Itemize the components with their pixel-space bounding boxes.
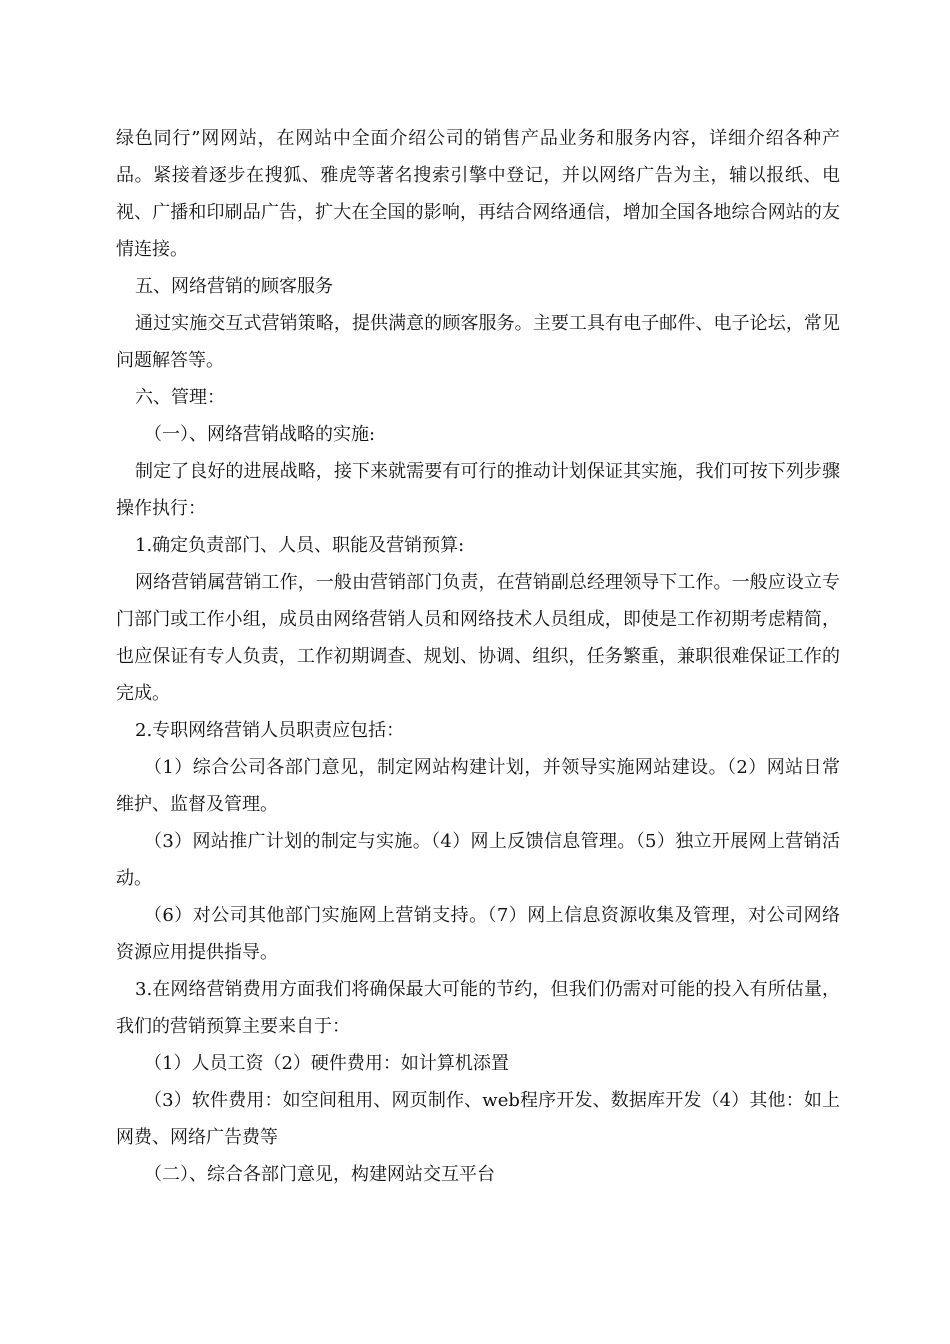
heading-customer-service: 五、网络营销的顾客服务 xyxy=(135,276,333,297)
budget-list-item: （3）软件费用：如空间租用、网页制作、web程序开发、数据库开发（4）其他：如上网费、网络广告费等 xyxy=(116,1090,840,1148)
paragraph-strategy-intro: 制定了良好的进展战略，接下来就需要有可行的推动计划保证其实施，我们可按下列步骤操作执行： xyxy=(116,461,840,519)
subheading-interactive-platform: （二）、综合各部门意见，构建网站交互平台 xyxy=(144,1164,495,1185)
step-2-title: 2.专职网络营销人员职责应包括： xyxy=(135,720,405,741)
step-3-budget: 3.在网络营销费用方面我们将确保最大可能的节约，但我们仍需对可能的投入有所估量，我们的营销预算主要来自于： xyxy=(116,979,840,1037)
paragraph-customer-service: 通过实施交互式营销策略，提供满意的顾客服务。主要工具有电子邮件、电子论坛，常见问题解答等。 xyxy=(116,313,840,371)
document-body xyxy=(116,120,840,1193)
paragraph-department: 网络营销属营销工作，一般由营销部门负责，在营销副总经理领导下工作。一般应设立专门部门或工作小组，成员由网络营销人员和网络技术人员组成，即使是工作初期考虑精简，也应保证有专人负责，工作初期调查、规划、协调、组织，任务繁重，兼职很难保证工作的完成。 xyxy=(116,572,840,704)
paragraph-website-promotion: 绿色同行”网网站，在网站中全面介绍公司的销售产品业务和服务内容，详细介绍各种产品。紧接着逐步在搜狐、雅虎等著名搜索引擎中登记，并以网络广告为主，辅以报纸、电视、广播和印刷品广告，扩大在全国的影响，再结合网络通信，增加全国各地综合网站的友情连接。 xyxy=(116,128,840,260)
heading-management: 六、管理： xyxy=(135,387,225,408)
subheading-strategy-implementation: （一）、网络营销战略的实施: xyxy=(144,424,376,445)
duty-list-item: （3）网站推广计划的制定与实施。（4）网上反馈信息管理。（5）独立开展网上营销活动。 xyxy=(116,831,840,889)
duty-list-item: （1）综合公司各部门意见，制定网站构建计划，并领导实施网站建设。（2）网站日常维护、监督及管理。 xyxy=(116,757,840,815)
step-1-title: 1.确定负责部门、人员、职能及营销预算: xyxy=(135,535,465,556)
duty-list-item: （6）对公司其他部门实施网上营销支持。（7）网上信息资源收集及管理，对公司网络资源应用提供指导。 xyxy=(116,905,840,963)
budget-list-item: （1）人员工资（2）硬件费用：如计算机添置 xyxy=(144,1053,509,1074)
